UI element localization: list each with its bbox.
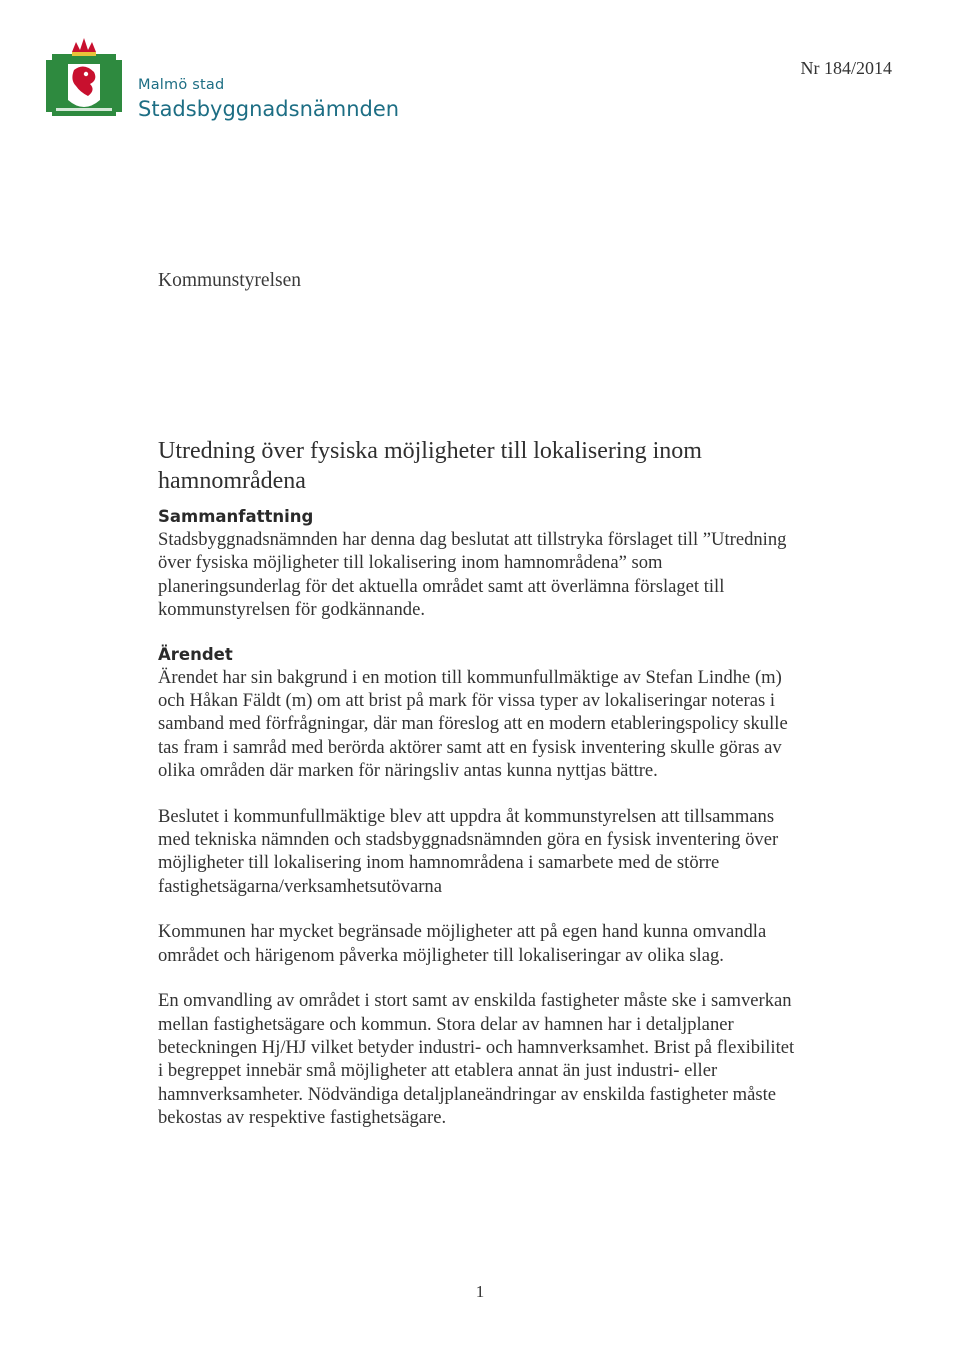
summary-paragraph: Stadsbyggnadsnämnden har denna dag beslutat att tillstryka förslaget till ”Utredning över fysiska möjligheter till lokalisering inom hamnområdena” som planeringsunderlag för det aktuella området samt att överlämna förslaget till kommunstyrelsen för godkännande. xyxy=(158,529,787,621)
department-name: Stadsbyggnadsnämnden xyxy=(138,97,400,121)
section-heading-summary: Sammanfattning xyxy=(158,507,314,526)
org-name: Malmö stad xyxy=(138,77,225,93)
spacer xyxy=(158,898,798,920)
document-title: Utredning över fysiska möjligheter till lokalisering inom hamnområdena xyxy=(158,438,702,494)
spacer xyxy=(158,783,798,805)
matter-paragraph: Ärendet har sin bakgrund i en motion till kommunfullmäktige av Stefan Lindhe (m) och Håkan Fäldt (m) om att brist på mark för vissa typer av lokaliseringar noteras i samband med förfrågningar, där man föreslog att en modern etableringspolicy skulle tas fram i samråd med berörda aktörer samt att en fysisk inventering skulle göras av olika områden där marken för näringsliv antas kunna nyttjas bättre. xyxy=(158,666,788,782)
recipient: Kommunstyrelsen xyxy=(158,270,301,291)
spacer xyxy=(158,622,798,644)
document-number: Nr 184/2014 xyxy=(800,58,892,78)
spacer xyxy=(158,967,798,989)
document-body xyxy=(158,436,798,1130)
matter-paragraph: Beslutet i kommunfullmäktige blev att uppdra åt kommunstyrelsen att tillsammans med tekniska nämnden och stadsbyggnadsnämnden göra en fysisk inventering över möjligheter till lokalisering inom hamnområdena i samarbete med de större fastighetsägarna/verksamhetsutövarna xyxy=(158,805,779,897)
malmo-city-crest-icon xyxy=(46,30,122,120)
page-number: 1 xyxy=(475,1282,485,1301)
matter-paragraph: En omvandling av området i stort samt av enskilda fastigheter måste ske i samverkan mellan fastighetsägare och kommun. Stora delar av hamnen har i detaljplaner beteckningen Hj/HJ vilket betyder industri- och hamnverksamhet. Brist på flexibilitet i begreppet innebär små möjligheter att etablera annat än just industri- eller hamnverksamheter. Nödvändiga detaljplaneändringar av enskilda fastigheter måste bekostas av respektive fastighetsägare. xyxy=(158,990,795,1129)
organization-header xyxy=(138,76,399,123)
matter-paragraph: Kommunen har mycket begränsade möjligheter att på egen hand kunna omvandla området och härigenom påverka möjligheter till lokaliseringar av olika slag. xyxy=(158,921,767,966)
section-heading-matter: Ärendet xyxy=(158,644,233,664)
